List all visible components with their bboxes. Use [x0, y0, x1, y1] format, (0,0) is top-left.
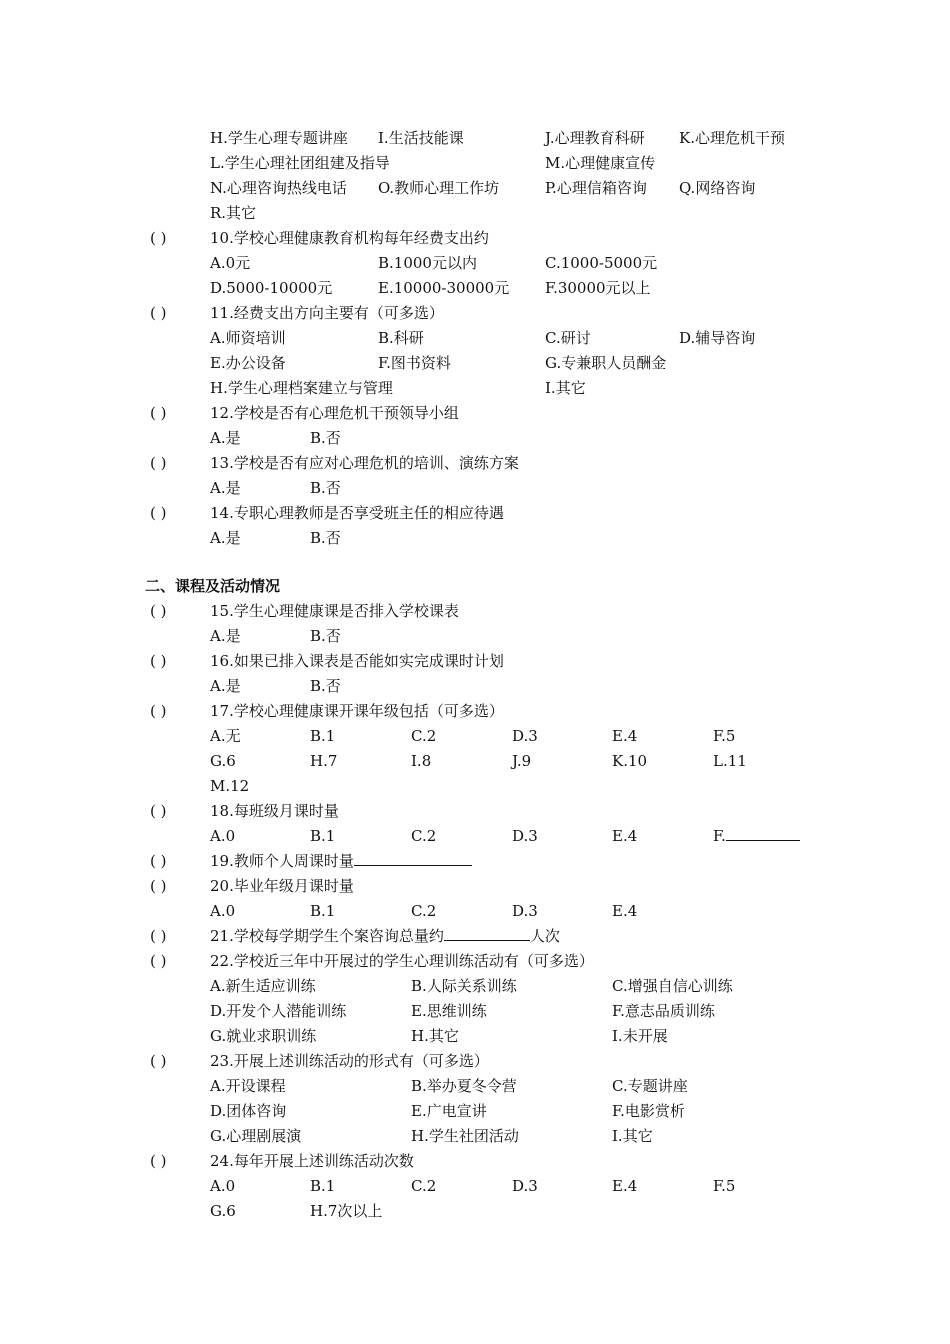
answer-paren[interactable]: ( )	[150, 802, 167, 820]
option-row	[0, 177, 950, 199]
option-item: C.2	[411, 727, 437, 745]
question-text: 19.教师个人周课时量	[210, 850, 472, 872]
option-item: E.4	[612, 902, 638, 920]
option-item: I.未开展	[612, 1027, 668, 1045]
option-item: E.广电宣讲	[411, 1102, 487, 1120]
fill-in-blank[interactable]	[726, 826, 800, 841]
option-item: D.3	[512, 827, 538, 845]
option-row	[0, 975, 950, 997]
option-item: D.5000-10000元	[210, 279, 333, 297]
answer-paren[interactable]: ( )	[150, 652, 167, 670]
answer-paren[interactable]: ( )	[150, 952, 167, 970]
option-row	[0, 377, 950, 399]
question-suffix: 人次	[529, 927, 560, 945]
option-item: I.生活技能课	[378, 129, 464, 147]
option-item: E.10000-30000元	[378, 279, 510, 297]
option-item: Q.网络咨询	[679, 179, 756, 197]
option-row	[0, 1000, 950, 1022]
option-item: C.研讨	[545, 329, 591, 347]
option-item: D.3	[512, 727, 538, 745]
option-item: B.1	[310, 727, 336, 745]
question-text: 10.学校心理健康教育机构每年经费支出约	[210, 229, 489, 247]
option-item: F.30000元以上	[545, 279, 651, 297]
option-item: E.办公设备	[210, 354, 286, 372]
option-item: B.举办夏冬令营	[411, 1077, 517, 1095]
option-row	[0, 477, 950, 499]
option-item: E.4	[612, 1177, 638, 1195]
option-row	[0, 277, 950, 299]
option-row	[0, 675, 950, 697]
option-item: L.11	[713, 752, 747, 770]
option-item: G.心理剧展演	[210, 1127, 302, 1145]
question-text: 15.学生心理健康课是否排入学校课表	[210, 602, 459, 620]
answer-paren[interactable]: ( )	[150, 504, 167, 522]
answer-paren[interactable]: ( )	[150, 304, 167, 322]
answer-paren[interactable]: ( )	[150, 229, 167, 247]
option-item: F.5	[713, 1177, 736, 1195]
option-item: E.思维训练	[411, 1002, 487, 1020]
option-item: D.团体咨询	[210, 1102, 287, 1120]
option-item: E.4	[612, 727, 638, 745]
answer-paren[interactable]: ( )	[150, 454, 167, 472]
option-item: C.增强自信心训练	[612, 977, 733, 995]
option-row	[0, 252, 950, 274]
question-row	[0, 950, 950, 972]
option-item: B.1	[310, 902, 336, 920]
option-item: J.心理教育科研	[545, 129, 645, 147]
question-row	[0, 875, 950, 897]
option-item: H.学生社团活动	[411, 1127, 519, 1145]
option-row	[0, 1100, 950, 1122]
question-text: 11.经费支出方向主要有（可多选）	[210, 304, 444, 322]
question-text: 14.专职心理教师是否享受班主任的相应待遇	[210, 504, 504, 522]
option-item: A.0	[210, 1177, 236, 1195]
question-text: 22.学校近三年中开展过的学生心理训练活动有（可多选）	[210, 952, 594, 970]
option-row	[0, 1125, 950, 1147]
option-row	[0, 527, 950, 549]
option-item: C.2	[411, 827, 437, 845]
option-item: A.是	[210, 677, 241, 695]
option-row	[0, 900, 950, 922]
option-item: A.师资培训	[210, 329, 286, 347]
option-row	[0, 1025, 950, 1047]
option-item: L.学生心理社团组建及指导	[210, 154, 390, 172]
option-item: B.1	[310, 1177, 336, 1195]
option-item: F.图书资料	[378, 354, 451, 372]
option-row	[0, 202, 950, 224]
option-row	[0, 152, 950, 174]
option-item: P.心理信箱咨询	[545, 179, 647, 197]
question-row	[0, 502, 950, 524]
option-item: B.否	[310, 627, 341, 645]
option-row	[0, 750, 950, 772]
question-row	[0, 850, 950, 872]
option-item: E.4	[612, 827, 638, 845]
option-item: A.新生适应训练	[210, 977, 316, 995]
question-text: 24.每年开展上述训练活动次数	[210, 1152, 414, 1170]
option-item: F.5	[713, 727, 736, 745]
option-row	[0, 127, 950, 149]
option-item: B.科研	[378, 329, 424, 347]
option-row	[0, 775, 950, 797]
option-item: D.开发个人潜能训练	[210, 1002, 347, 1020]
fill-in-blank[interactable]	[444, 926, 530, 941]
option-item: M.心理健康宣传	[545, 154, 656, 172]
option-item: K.10	[612, 752, 648, 770]
option-item: A.是	[210, 429, 241, 447]
option-item: H.7次以上	[310, 1202, 383, 1220]
option-item: C.专题讲座	[612, 1077, 688, 1095]
option-item: H.学生心理档案建立与管理	[210, 379, 393, 397]
question-row	[0, 1150, 950, 1172]
question-row	[0, 452, 950, 474]
question-text: 21.学校每学期学生个案咨询总量约 人次	[210, 927, 560, 945]
option-item: B.1000元以内	[378, 254, 477, 272]
option-item: A.开设课程	[210, 1077, 286, 1095]
question-row	[0, 1050, 950, 1072]
question-text: 20.毕业年级月课时量	[210, 877, 354, 895]
option-row	[0, 1200, 950, 1222]
option-item: O.教师心理工作坊	[378, 179, 500, 197]
option-item: H.学生心理专题讲座	[210, 129, 348, 147]
option-item: B.人际关系训练	[411, 977, 517, 995]
question-row	[0, 650, 950, 672]
option-item: B.否	[310, 529, 341, 547]
option-item: D.3	[512, 902, 538, 920]
option-item: C.2	[411, 902, 437, 920]
option-row	[0, 825, 950, 847]
option-row	[0, 327, 950, 349]
answer-paren[interactable]: ( )	[150, 852, 167, 870]
question-row	[0, 227, 950, 249]
option-item: H.7	[310, 752, 338, 770]
question-text: 12.学校是否有心理危机干预领导小组	[210, 404, 459, 422]
option-item: M.12	[210, 777, 250, 795]
option-item: D.辅导咨询	[679, 329, 756, 347]
section-heading: 二、课程及活动情况	[145, 577, 281, 595]
question-row	[0, 700, 950, 722]
question-text: 17.学校心理健康课开课年级包括（可多选）	[210, 702, 504, 720]
question-row	[0, 925, 950, 947]
question-row	[0, 402, 950, 424]
option-item: B.否	[310, 677, 341, 695]
option-item: C.2	[411, 1177, 437, 1195]
option-item: R.其它	[210, 204, 257, 222]
answer-paren[interactable]: ( )	[150, 927, 167, 945]
option-row	[0, 725, 950, 747]
answer-paren[interactable]: ( )	[150, 1052, 167, 1070]
option-item: H.其它	[411, 1027, 459, 1045]
option-item: F.	[713, 825, 800, 847]
option-item: B.1	[310, 827, 336, 845]
option-item: K.心理危机干预	[679, 129, 785, 147]
option-row	[0, 1175, 950, 1197]
option-item: A.0	[210, 902, 236, 920]
option-row	[0, 427, 950, 449]
option-item: B.否	[310, 479, 341, 497]
question-row	[0, 800, 950, 822]
question-text: 23.开展上述训练活动的形式有（可多选）	[210, 1052, 489, 1070]
answer-paren[interactable]: ( )	[150, 877, 167, 895]
answer-paren[interactable]: ( )	[150, 602, 167, 620]
option-item: G.6	[210, 1202, 236, 1220]
option-item: G.6	[210, 752, 236, 770]
option-item: I.其它	[545, 379, 586, 397]
option-item: D.3	[512, 1177, 538, 1195]
answer-paren[interactable]: ( )	[150, 404, 167, 422]
option-item: J.9	[512, 752, 532, 770]
option-item: A.是	[210, 627, 241, 645]
answer-paren[interactable]: ( )	[150, 702, 167, 720]
option-item: N.心理咨询热线电话	[210, 179, 347, 197]
option-item: F.电影赏析	[612, 1102, 685, 1120]
option-row	[0, 1075, 950, 1097]
option-item: A.是	[210, 479, 241, 497]
question-text: 13.学校是否有应对心理危机的培训、演练方案	[210, 454, 519, 472]
question-row	[0, 600, 950, 622]
question-text: 18.每班级月课时量	[210, 802, 339, 820]
option-item: A.0元	[210, 254, 251, 272]
option-item: I.其它	[612, 1127, 653, 1145]
answer-paren[interactable]: ( )	[150, 1152, 167, 1170]
option-item: A.无	[210, 727, 241, 745]
question-text: 16.如果已排入课表是否能如实完成课时计划	[210, 652, 504, 670]
option-item: I.8	[411, 752, 432, 770]
question-row	[0, 302, 950, 324]
option-row	[0, 625, 950, 647]
option-item: C.1000-5000元	[545, 254, 658, 272]
fill-in-blank[interactable]	[354, 851, 472, 866]
option-item: B.否	[310, 429, 341, 447]
option-item: G.专兼职人员酬金	[545, 354, 667, 372]
option-item: A.0	[210, 827, 236, 845]
option-item: G.就业求职训练	[210, 1027, 317, 1045]
option-row	[0, 352, 950, 374]
option-item: F.意志品质训练	[612, 1002, 715, 1020]
option-item: A.是	[210, 529, 241, 547]
